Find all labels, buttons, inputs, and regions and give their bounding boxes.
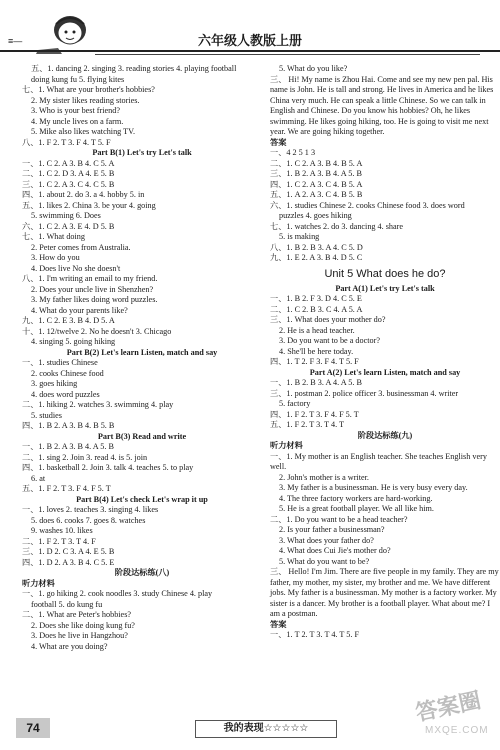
left-line: 一、1. studies Chinese [22,358,98,367]
left-line: 3. Who is your best friend? [31,106,120,115]
right-line: 五、1. A 2. A 3. C 4. B 5. B [270,190,363,199]
left-line: Part B(3) Read and write [97,431,187,441]
left-line: 4. Does live No she doesn't [31,263,121,273]
header-rule [0,50,500,52]
right-line: 答案 [270,619,287,629]
performance-rating: 我的表现☆☆☆☆☆ [195,720,337,738]
right-line: 二、1. C 2. B 3. C 4. A 5. A [270,304,363,314]
left-line: 八、1. F 2. T 3. F 4. T 5. F [22,137,111,147]
left-line: 3. My father likes doing word puzzles. [31,295,158,304]
right-line: 三、1. postman 2. police officer 3. businessman 4. writer [270,388,459,398]
left-line: 一、1. C 2. A 3. B 4. C 5. A [22,158,115,168]
right-line: 四、1. T 2. F 3. F 4. T 5. F [270,357,359,366]
left-line: 3. goes hiking [31,379,78,388]
left-line: 二、1. sing 2. Join 3. read 4. is 5. join [22,452,148,462]
right-line: 4. The three factory workers are hard-working. [279,493,433,503]
left-line: 五、1. F 2. T 3. F 4. F 5. T [22,484,111,493]
left-line: 十、1. 12/twelve 2. No he doesn't 3. Chicago [22,326,172,336]
right-line: 四、1. C 2. A 3. C 4. B 5. A [270,179,363,189]
left-line: 二、1. hiking 2. watches 3. swimming 4. play [22,400,174,409]
right-line: 5. He is a great football player. We all like him. [279,504,434,513]
right-line: 5. factory [279,399,311,408]
right-line: 七、1. watches 2. do 3. dancing 4. share [270,221,404,231]
left-line: 2. Peter comes from Australia. [31,242,131,252]
right-line: 3. Do you want to be a doctor? [279,336,380,345]
left-line: 四、1. basketball 2. Join 3. talk 4. teaches 5. to play [22,463,194,472]
right-line: 二、1. C 2. A 3. B 4. B 5. A [270,158,363,168]
right-line: Unit 5 What does he do? [324,267,446,280]
left-line: 二、1. What are Peter's hobbies? [22,610,132,619]
left-line: 七、1. What are your brother's hobbies? [22,85,155,94]
right-line: 三、 Hello! I'm Jim. There are five people in my family. They are my father, my mother, my sister, my brother and me. We have different jobs. My father is a businessman. My mother is a factory worker. My sister is a dancer. My brother is a football player. What about me? I am a postman. [270,567,499,618]
left-line: 八、1. I'm writing an email to my friend. [22,274,158,283]
right-line: 5. What do you like? [279,64,348,73]
right-line: 三、 Hi! My name is Zhou Hai. Come and see my new pen pal. His name is John. He is tall and strong. He lives in America and he likes China very much. He can speak a little Chinese. So we can talk in English and Chinese. Do you know his hobbies? Oh, he likes swimming. He likes going hiking, too. He is going to visit me next year. We are going hiking together. [270,74,494,136]
left-line: doing kung fu 5. flying kites [31,74,125,84]
left-line: 4. does word puzzles [31,389,100,399]
right-line: 一、4 2 5 1 3 [270,148,316,157]
left-line: Part B(1) Let's try Let's talk [92,148,192,157]
left-column [22,64,262,652]
left-line: 4. My uncle lives on a farm. [31,116,124,126]
corner-mark: ≡— [8,36,23,46]
page-header [0,0,500,62]
page-footer [0,718,500,750]
left-line: football 5. do kung fu [31,599,103,609]
left-line: 5. swimming 6. Does [31,211,101,220]
left-line: 二、1. C 2. D 3. A 4. E 5. B [22,169,115,178]
right-line: puzzles 4. goes hiking [279,211,352,220]
left-line: 2. Does she like doing kung fu? [31,620,135,630]
left-line: 2. My sister likes reading stories. [31,95,140,105]
right-line: 5. is making [279,232,320,241]
right-line: 六、1. studies Chinese 2. cooks Chinese food 3. does word [270,200,465,210]
page-title: 六年级人教版上册 [197,33,302,48]
left-line: 听力材料 [22,578,55,588]
left-line: 2. cooks Chinese food [31,368,104,378]
left-line: 9. washes 10. likes [31,526,93,535]
right-line: Part A(2) Let's learn Listen, match and say [309,367,461,377]
left-line: 3. How do you [31,253,80,262]
right-line: 5. What do you want to be? [279,556,370,566]
left-line: 一、1. B 2. A 3. B 4. A 5. B [22,442,114,451]
watermark-url: MXQE.COM [425,725,489,736]
left-line: 4. singing 5. going hiking [31,337,116,346]
left-line: 5. studies [31,410,62,420]
right-line: 九、1. E 2. A 3. B 4. D 5. C [270,253,363,262]
right-column [270,64,500,641]
left-line: 五、1. dancing 2. singing 3. reading stories 4. playing football [31,64,237,73]
page-number: 74 [16,718,50,738]
left-line: 一、1. go hiking 2. cook noodles 3. study Chinese 4. play [22,589,213,598]
right-line: 三、1. What does your mother do? [270,315,386,324]
left-line: 七、1. What doing [22,232,85,241]
left-line: 四、1. about 2. do 3. a 4. hobby 5. in [22,190,145,199]
left-line: 一、1. loves 2. teaches 3. singing 4. likes [22,505,159,514]
left-line: 三、1. C 2. A 3. C 4. C 5. B [22,179,115,189]
right-line: 一、1. B 2. B 3. A 4. A 5. B [270,378,362,387]
left-line: 3. Does he live in Hangzhou? [31,631,128,640]
left-line: 5. does 6. cooks 7. goes 8. watches [31,515,146,525]
left-line: 五、1. likes 2. China 3. be your 4. going [22,200,156,210]
watermark-logo: 答案圈 [413,687,484,726]
left-line: 6. at [31,473,46,483]
right-line: 八、1. B 2. B 3. A 4. C 5. D [270,242,363,252]
left-line: 二、1. F 2. T 3. T 4. F [22,536,96,546]
right-line: 二、1. Do you want to be a head teacher? [270,514,408,524]
right-line: 4. What does Cui Jie's mother do? [279,546,391,555]
left-line: 三、1. D 2. C 3. A 4. E 5. B [22,547,115,556]
left-line: 六、1. C 2. A 3. E 4. D 5. B [22,221,115,231]
right-line: 听力材料 [270,441,303,450]
left-line: 4. What do your parents like? [31,305,128,315]
left-line: 九、1. C 2. E 3. B 4. D 5. A [22,316,115,325]
left-line: 2. Does your uncle live in Shenzhen? [31,284,154,294]
right-line: 四、1. F 2. T 3. F 4. F 5. T [270,409,359,419]
left-line: Part B(2) Let's learn Listen, match and say [66,347,218,357]
right-line: 2. He is a head teacher. [279,325,355,335]
right-line: 3. What does your father do? [279,535,374,545]
right-line: 2. Is your father a businessman? [279,525,385,534]
right-line: Part A(1) Let's try Let's talk [335,283,435,293]
header-rule-thin [95,54,480,55]
right-line: 一、1. My mother is an English teacher. She teaches English very well. [270,451,487,471]
left-line: 阶段达标练(八) [114,568,170,577]
right-line: 一、1. B 2. F 3. D 4. C 5. E [270,294,362,303]
right-line: 三、1. B 2. A 3. B 4. A 5. B [270,169,362,178]
right-line: 3. My father is a businessman. He is very busy every day. [279,483,468,492]
left-line: 四、1. D 2. A 3. B 4. C 5. E [22,557,115,567]
right-line: 一、1. T 2. T 3. T 4. T 5. F [270,630,360,639]
left-line: 4. What are you doing? [31,641,108,651]
right-line: 2. John's mother is a writer. [279,472,369,482]
right-line: 4. She'll be here today. [279,346,354,356]
left-line: 5. Mike also likes watching TV. [31,127,136,136]
right-line: 阶段达标练(九) [357,430,413,440]
right-line: 答案 [270,137,287,147]
left-line: 四、1. B 2. A 3. B 4. B 5. B [22,421,115,430]
right-line: 五、1. F 2. T 3. T 4. T [270,420,345,429]
cartoon-girl-icon [28,10,98,55]
left-line: Part B(4) Let's check Let's wrap it up [76,494,208,504]
